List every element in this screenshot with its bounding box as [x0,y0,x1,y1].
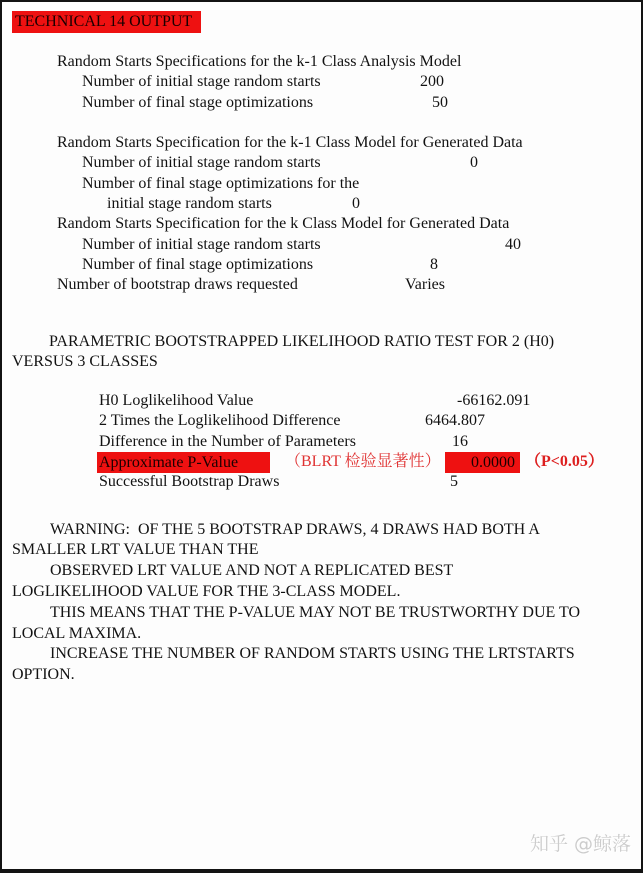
line-text: H0 Loglikelihood Value [99,392,254,410]
block-b4 [2,520,641,686]
line-text: Random Starts Specification for the k-1 Class Model for Generated Data [57,134,523,152]
line-text: Number of final stage optimizations [82,93,314,111]
output-line [2,472,641,492]
line-value: 0 [352,195,360,213]
line-text: Random Starts Specifications for the k-1 Class Analysis Model [57,53,462,70]
p-value-highlight: 0.0000 [445,452,520,473]
line-text: INCREASE THE NUMBER OF RANDOM STARTS USING THE LRTSTARTS [50,645,575,663]
output-line [2,582,641,603]
line-value: 50 [432,93,448,111]
output-line [2,235,641,255]
line-value: Varies [405,276,445,294]
blrt-annotation: （BLRT 检验显著性） [285,453,441,471]
output-line [2,93,641,113]
line-value: -66162.091 [457,392,531,410]
line-value: 200 [420,73,444,91]
output-line [2,174,641,194]
line-text: SMALLER LRT VALUE THAN THE [12,541,259,559]
output-line [2,391,641,411]
output-line [2,452,641,472]
output-line [2,665,641,686]
output-line [2,255,641,275]
block-b2 [2,332,641,373]
output-line [2,624,641,645]
line-text: VERSUS 3 CLASSES [12,352,158,370]
line-text: PARAMETRIC BOOTSTRAPPED LIKELIHOOD RATIO TEST FOR 2 (H0) [49,332,555,350]
approximate-p-value-highlight: Approximate P-Value [97,452,270,473]
line-value: 5 [450,473,458,491]
title-banner: TECHNICAL 14 OUTPUT [12,11,201,33]
output-line [2,561,641,582]
output-line [2,432,641,452]
line-text: 2 Times the Loglikelihood Difference [99,412,341,430]
output-line [2,644,641,665]
line-value: 40 [505,235,521,253]
output-line [2,214,641,234]
line-text: Number of initial stage random starts [82,73,321,91]
line-text: OBSERVED LRT VALUE AND NOT A REPLICATED BEST [50,562,454,580]
output-line [2,52,641,72]
output-line [2,520,641,541]
line-value: 16 [452,432,468,450]
line-text: LOGLIKELIHOOD VALUE FOR THE 3-CLASS MODEL. [12,583,401,601]
output-line [2,133,641,153]
line-text: initial stage random starts [107,195,272,213]
line-text: Number of final stage optimizations [82,255,314,273]
output-line [2,153,641,173]
line-text: Difference in the Number of Parameters [99,432,356,450]
line-text: Random Starts Specification for the k Class Model for Generated Data [57,215,510,233]
line-value: 6464.807 [425,412,485,430]
output-line [2,194,641,214]
line-text: OPTION. [12,666,75,684]
line-text: Successful Bootstrap Draws [99,473,280,491]
line-text: THIS MEANS THAT THE P-VALUE MAY NOT BE TRUSTWORTHY DUE TO [50,603,581,621]
output-line [2,411,641,431]
output-line [2,540,641,561]
output-line [2,603,641,624]
line-text: WARNING: OF THE 5 BOOTSTRAP DRAWS, 4 DRAWS HAD BOTH A [50,520,540,538]
watermark: 知乎 @鲸落 [529,833,631,855]
line-value: 0 [470,154,478,172]
output-line [2,332,641,352]
output-line [2,352,641,372]
line-text: Number of bootstrap draws requested [57,276,298,294]
line-text: Number of initial stage random starts [82,235,321,253]
block-b1 [2,52,641,296]
line-value: 8 [430,255,438,273]
output-line [2,72,641,92]
p-threshold-annotation: （P<0.05） [525,453,604,471]
output-lines [2,52,641,686]
line-text: LOCAL MAXIMA. [12,624,142,642]
output-line [2,113,641,133]
block-b3 [2,391,641,492]
output-line [2,275,641,295]
line-text: Number of final stage optimizations for the [82,174,360,192]
line-text: Number of initial stage random starts [82,154,321,172]
